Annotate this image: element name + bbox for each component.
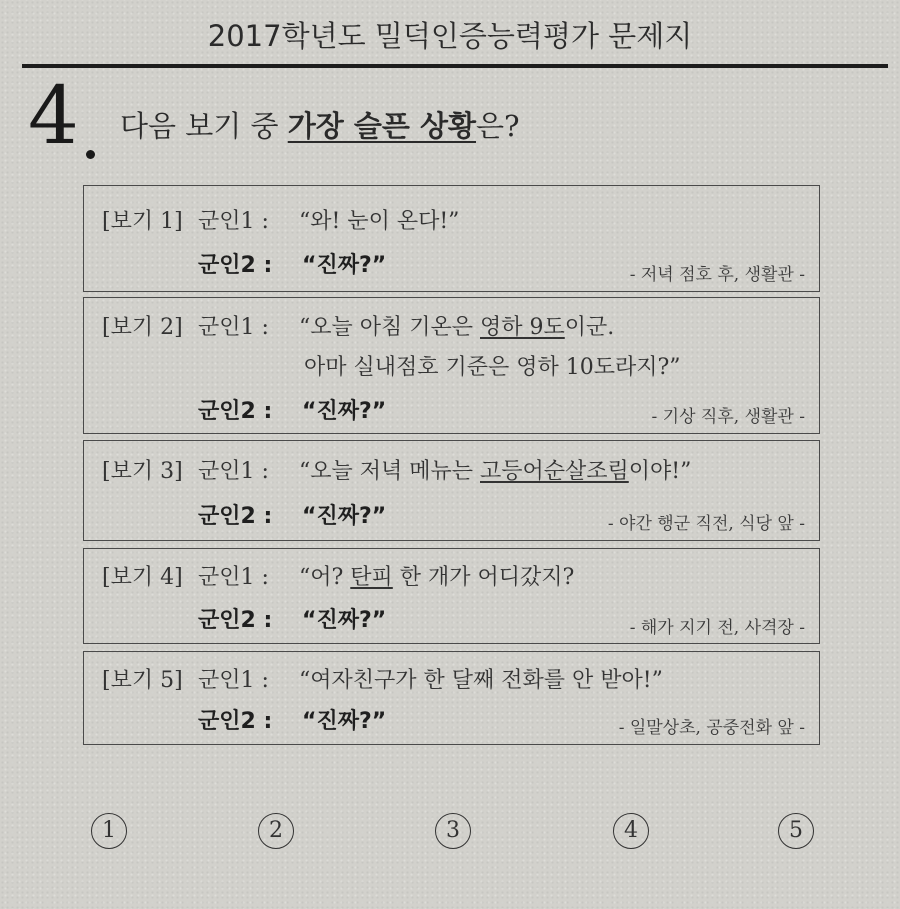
speaker2-label: 군인2 : xyxy=(198,253,273,278)
answer-choice-5[interactable]: 5 xyxy=(778,813,814,849)
option-location: - 야간 행군 직전, 식당 앞 - xyxy=(607,514,805,534)
quote-underlined: 고등어순살조림 xyxy=(480,459,629,484)
speaker2-label: 군인2 : xyxy=(198,608,273,633)
speaker2-label: 군인2 : xyxy=(198,709,273,734)
answer-choice-1[interactable]: 1 xyxy=(91,813,127,849)
quote-underlined: 탄피 xyxy=(350,565,393,590)
question-text-emphasis: 가장 슬픈 상황 xyxy=(287,109,477,143)
option-label: [보기 5] xyxy=(102,668,183,693)
option-location: - 기상 직후, 생활관 - xyxy=(651,407,805,427)
quote-part: 이야!” xyxy=(628,459,692,484)
option-box-4 xyxy=(83,548,820,644)
option-location: - 해가 지기 전, 사격장 - xyxy=(629,618,805,638)
speaker1-label: 군인1 : xyxy=(198,668,269,693)
quote-part: “오늘 아침 기온은 xyxy=(299,315,480,340)
answer-choice-2[interactable]: 2 xyxy=(258,813,294,849)
speaker2-quote: “진짜?” xyxy=(302,399,387,424)
speaker2-quote: “진짜?” xyxy=(302,709,387,734)
speaker1-label: 군인1 : xyxy=(198,315,269,340)
question-number-dot xyxy=(86,150,95,159)
speaker2-label: 군인2 : xyxy=(198,504,273,529)
quote-underlined: 영하 9도 xyxy=(480,315,565,340)
answer-choice-4[interactable]: 4 xyxy=(613,813,649,849)
question-number: 4 xyxy=(28,69,79,162)
speaker2-quote: “진짜?” xyxy=(302,504,387,529)
option-box-3 xyxy=(83,440,820,541)
speaker1-quote: “여자친구가 한 달째 전화를 안 받아!” xyxy=(299,668,663,693)
question-text-after: 은? xyxy=(476,109,520,143)
question-text xyxy=(120,104,520,145)
page-header-title: 2017학년도 밀덕인증능력평가 문제지 xyxy=(207,19,693,53)
speaker1-quote xyxy=(299,454,691,485)
speaker1-quote: “와! 눈이 온다!” xyxy=(299,209,460,234)
speaker1-label: 군인1 : xyxy=(198,565,269,590)
speaker1-quote xyxy=(299,310,614,341)
quote-part: 이군. xyxy=(564,315,615,340)
speaker1-label: 군인1 : xyxy=(198,459,269,484)
speaker1-quote xyxy=(299,560,574,591)
quote-part: 한 개가 어디갔지? xyxy=(392,565,575,590)
option-location: - 일말상초, 공중전화 앞 - xyxy=(618,718,805,738)
option-label: [보기 4] xyxy=(102,565,183,590)
answer-choice-3[interactable]: 3 xyxy=(435,813,471,849)
speaker2-quote: “진짜?” xyxy=(302,253,387,278)
option-label: [보기 2] xyxy=(102,315,183,340)
option-box-1 xyxy=(83,185,820,292)
option-label: [보기 3] xyxy=(102,459,183,484)
option-label: [보기 1] xyxy=(102,209,183,234)
speaker1-quote-line2: 아마 실내점호 기준은 영하 10도라지?” xyxy=(304,355,681,380)
quote-part: “오늘 저녁 메뉴는 xyxy=(299,459,480,484)
speaker1-label: 군인1 : xyxy=(198,209,269,234)
option-box-2 xyxy=(83,297,820,434)
question-text-before: 다음 보기 중 xyxy=(120,109,288,143)
speaker2-label: 군인2 : xyxy=(198,399,273,424)
header-divider xyxy=(22,64,888,68)
option-box-5 xyxy=(83,651,820,745)
speaker2-quote: “진짜?” xyxy=(302,608,387,633)
quote-part: “어? xyxy=(299,565,351,590)
option-location: - 저녁 점호 후, 생활관 - xyxy=(629,265,805,285)
